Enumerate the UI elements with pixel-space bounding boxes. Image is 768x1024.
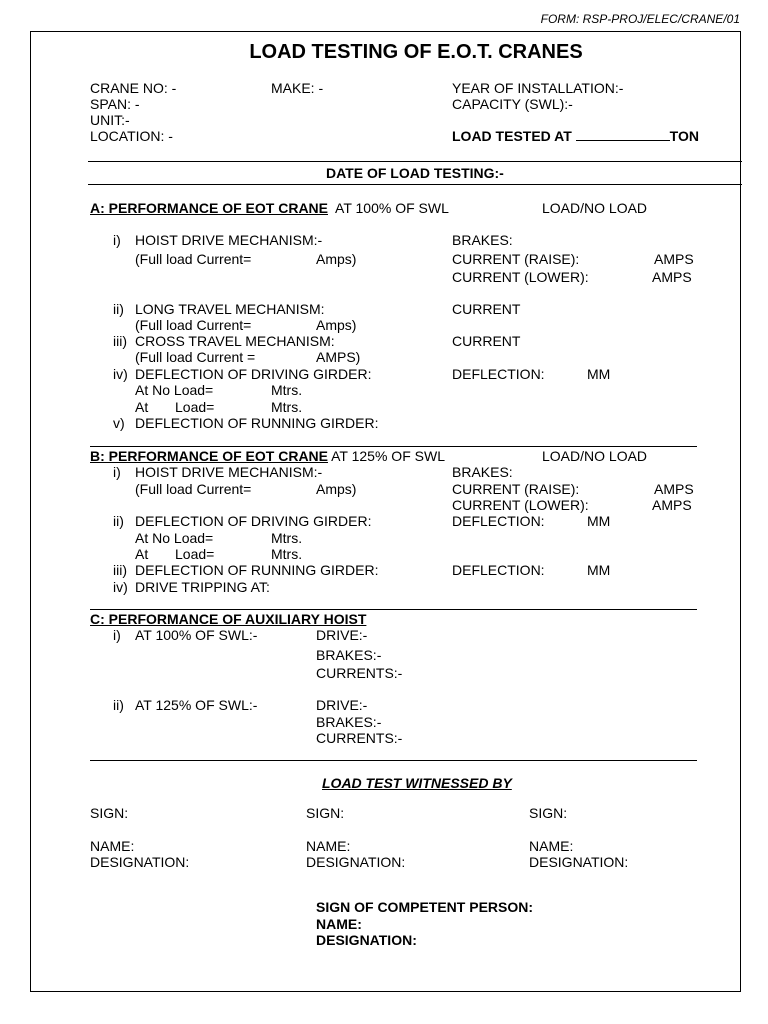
item-number: i) [113, 464, 121, 480]
mm-label: MM [587, 366, 611, 382]
unit-label: UNIT:- [90, 112, 130, 128]
amps-label: Amps) [316, 251, 357, 267]
at-label: At [135, 546, 149, 562]
witness-2-name: NAME: [306, 838, 351, 854]
section-b-load: LOAD/NO LOAD [542, 448, 648, 464]
drive-label: DRIVE:- [316, 627, 368, 643]
load-tested-at-label: LOAD TESTED AT TON [452, 128, 699, 144]
date-of-testing-label: DATE OF LOAD TESTING:- [326, 165, 504, 181]
brakes-label: BRAKES: [452, 464, 513, 480]
at-label: At [135, 399, 149, 415]
current-label: CURRENT [452, 301, 521, 317]
amps-label: AMPS [652, 497, 692, 513]
section-b-heading: B: PERFORMANCE OF EOT CRANE AT 125% OF SWL [90, 448, 445, 464]
span-label: SPAN: - [90, 96, 140, 112]
divider [90, 760, 697, 761]
amps-label: AMPS [654, 481, 694, 497]
no-load-label: At No Load= [135, 530, 214, 546]
current-lower-label: CURRENT (LOWER): [452, 497, 589, 513]
cross-travel-label: CROSS TRAVEL MECHANISM: [135, 333, 335, 349]
currents-label: CURRENTS:- [316, 665, 403, 681]
item-number: i) [113, 232, 121, 248]
section-a-heading: A: PERFORMANCE OF EOT CRANE AT 100% OF SWL [90, 200, 449, 216]
currents-label: CURRENTS:- [316, 730, 403, 746]
full-load-current-label: (Full load Current= [135, 251, 252, 267]
witness-1-sign: SIGN: [90, 805, 129, 821]
witness-2-designation: DESIGNATION: [306, 854, 406, 870]
mm-label: MM [587, 513, 611, 529]
mtrs-label: Mtrs. [271, 382, 303, 398]
running-girder-deflection-label: DEFLECTION OF RUNNING GIRDER: [135, 562, 379, 578]
witness-3-sign: SIGN: [529, 805, 568, 821]
section-c-heading: C: PERFORMANCE OF AUXILIARY HOIST [90, 611, 367, 627]
mtrs-label: Mtrs. [271, 530, 303, 546]
aux-100-label: AT 100% OF SWL:- [135, 627, 258, 643]
competent-name: NAME: [316, 916, 362, 932]
year-label: YEAR OF INSTALLATION:- [452, 80, 624, 96]
hoist-drive-label: HOIST DRIVE MECHANISM:- [135, 232, 323, 248]
capacity-label: CAPACITY (SWL):- [452, 96, 573, 112]
witness-1-name: NAME: [90, 838, 135, 854]
amps-label: AMPS [652, 269, 692, 285]
current-lower-label: CURRENT (LOWER): [452, 269, 589, 285]
driving-girder-deflection-label: DEFLECTION OF DRIVING GIRDER: [135, 513, 372, 529]
current-raise-label: CURRENT (RAISE): [452, 251, 580, 267]
current-raise-label: CURRENT (RAISE): [452, 481, 580, 497]
full-load-current-label: (Full load Current= [135, 317, 252, 333]
load-label: Load= [175, 546, 215, 562]
drive-label: DRIVE:- [316, 697, 368, 713]
witness-1-designation: DESIGNATION: [90, 854, 190, 870]
item-number: i) [113, 627, 121, 643]
crane-no-label: CRANE NO: - [90, 80, 177, 96]
running-girder-deflection-label: DEFLECTION OF RUNNING GIRDER: [135, 415, 379, 431]
mtrs-label: Mtrs. [271, 546, 303, 562]
item-number: v) [113, 415, 125, 431]
item-number: ii) [113, 513, 124, 529]
deflection-label: DEFLECTION: [452, 366, 545, 382]
section-a-load: LOAD/NO LOAD [542, 200, 648, 216]
current-label: CURRENT [452, 333, 521, 349]
aux-125-label: AT 125% OF SWL:- [135, 697, 258, 713]
page-title: LOAD TESTING OF E.O.T. CRANES [249, 41, 583, 63]
long-travel-label: LONG TRAVEL MECHANISM: [135, 301, 325, 317]
mtrs-label: Mtrs. [271, 399, 303, 415]
witness-3-name: NAME: [529, 838, 574, 854]
drive-tripping-label: DRIVE TRIPPING AT: [135, 579, 270, 595]
make-label: MAKE: - [271, 80, 324, 96]
divider [90, 446, 697, 447]
item-number: iv) [113, 579, 128, 595]
mm-label: MM [587, 562, 611, 578]
item-number: iv) [113, 366, 128, 382]
divider [88, 161, 742, 162]
brakes-label: BRAKES:- [316, 647, 382, 663]
item-number: iii) [113, 562, 127, 578]
load-tested-blank[interactable] [576, 128, 670, 141]
item-number: ii) [113, 301, 124, 317]
load-label: Load= [175, 399, 215, 415]
full-load-current-label: (Full load Current = [135, 349, 256, 365]
amps-label: AMPS) [316, 349, 361, 365]
driving-girder-deflection-label: DEFLECTION OF DRIVING GIRDER: [135, 366, 372, 382]
divider [88, 184, 742, 185]
full-load-current-label: (Full load Current= [135, 481, 252, 497]
divider [90, 609, 697, 610]
item-number: iii) [113, 333, 127, 349]
amps-label: Amps) [316, 317, 357, 333]
witness-3-designation: DESIGNATION: [529, 854, 629, 870]
no-load-label: At No Load= [135, 382, 214, 398]
location-label: LOCATION: - [90, 128, 173, 144]
amps-label: AMPS [654, 251, 694, 267]
witness-2-sign: SIGN: [306, 805, 345, 821]
hoist-drive-label: HOIST DRIVE MECHANISM:- [135, 464, 323, 480]
amps-label: Amps) [316, 481, 357, 497]
competent-sign: SIGN OF COMPETENT PERSON: [316, 899, 534, 915]
competent-designation: DESIGNATION: [316, 932, 417, 948]
item-number: ii) [113, 697, 124, 713]
deflection-label: DEFLECTION: [452, 562, 545, 578]
brakes-label: BRAKES: [452, 232, 513, 248]
witness-title: LOAD TEST WITNESSED BY [322, 775, 512, 791]
brakes-label: BRAKES:- [316, 714, 382, 730]
form-code: FORM: RSP-PROJ/ELEC/CRANE/01 [540, 12, 740, 26]
deflection-label: DEFLECTION: [452, 513, 545, 529]
